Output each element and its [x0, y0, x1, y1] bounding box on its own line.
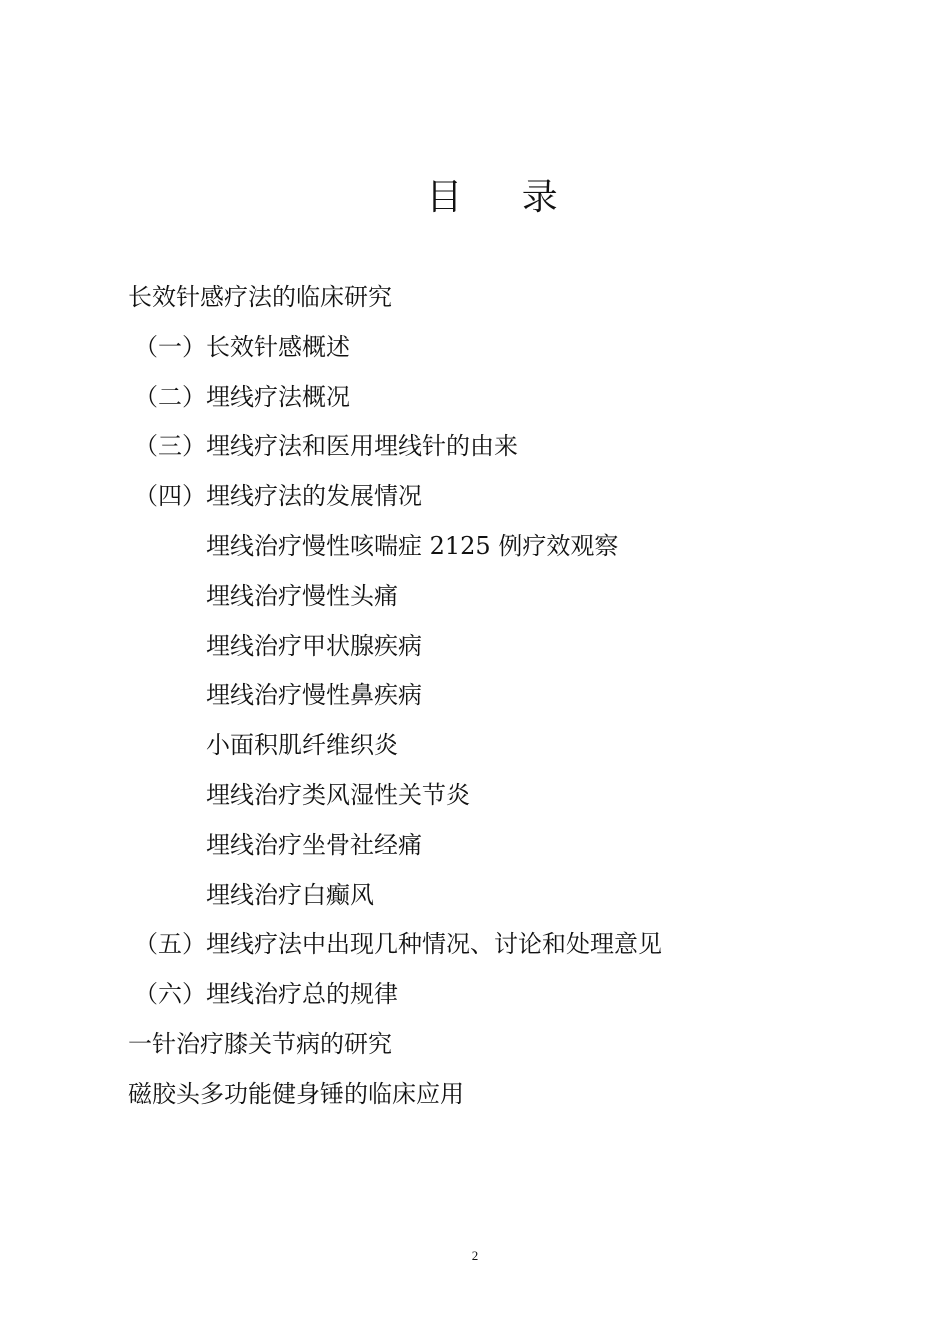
table-of-contents — [128, 273, 662, 1120]
toc-entry: 长效针感疗法的临床研究 — [128, 283, 392, 311]
toc-entry: 磁胶头多功能健身锤的临床应用 — [128, 1079, 464, 1108]
toc-entry: 埋线治疗慢性咳喘症 2125 例疗效观察 — [206, 531, 619, 560]
toc-entry: 埋线治疗甲状腺疾病 — [206, 631, 422, 660]
toc-entry: （三）埋线疗法和医用埋线针的由来 — [134, 432, 518, 461]
toc-entry: 埋线治疗类风湿性关节炎 — [206, 780, 470, 809]
page-number: 2 — [471, 1248, 479, 1263]
toc-entry: 小面积肌纤维织炎 — [206, 731, 398, 760]
toc-entry: 埋线治疗坐骨社经痛 — [206, 830, 422, 859]
toc-entry: 埋线治疗慢性鼻疾病 — [206, 681, 422, 710]
toc-entry: （五）埋线疗法中出现几种情况、讨论和处理意见 — [134, 930, 662, 959]
toc-entry: 一针治疗膝关节病的研究 — [128, 1029, 392, 1058]
page-title: 目 录 — [426, 177, 582, 218]
toc-entry: 埋线治疗慢性头痛 — [206, 581, 398, 610]
toc-entry: 埋线治疗白癫风 — [206, 880, 374, 909]
toc-entry: （二）埋线疗法概况 — [134, 382, 350, 411]
toc-entry: （一）长效针感概述 — [134, 332, 350, 361]
toc-entry: （六）埋线治疗总的规律 — [134, 980, 398, 1009]
toc-entry: （四）埋线疗法的发展情况 — [134, 482, 422, 511]
